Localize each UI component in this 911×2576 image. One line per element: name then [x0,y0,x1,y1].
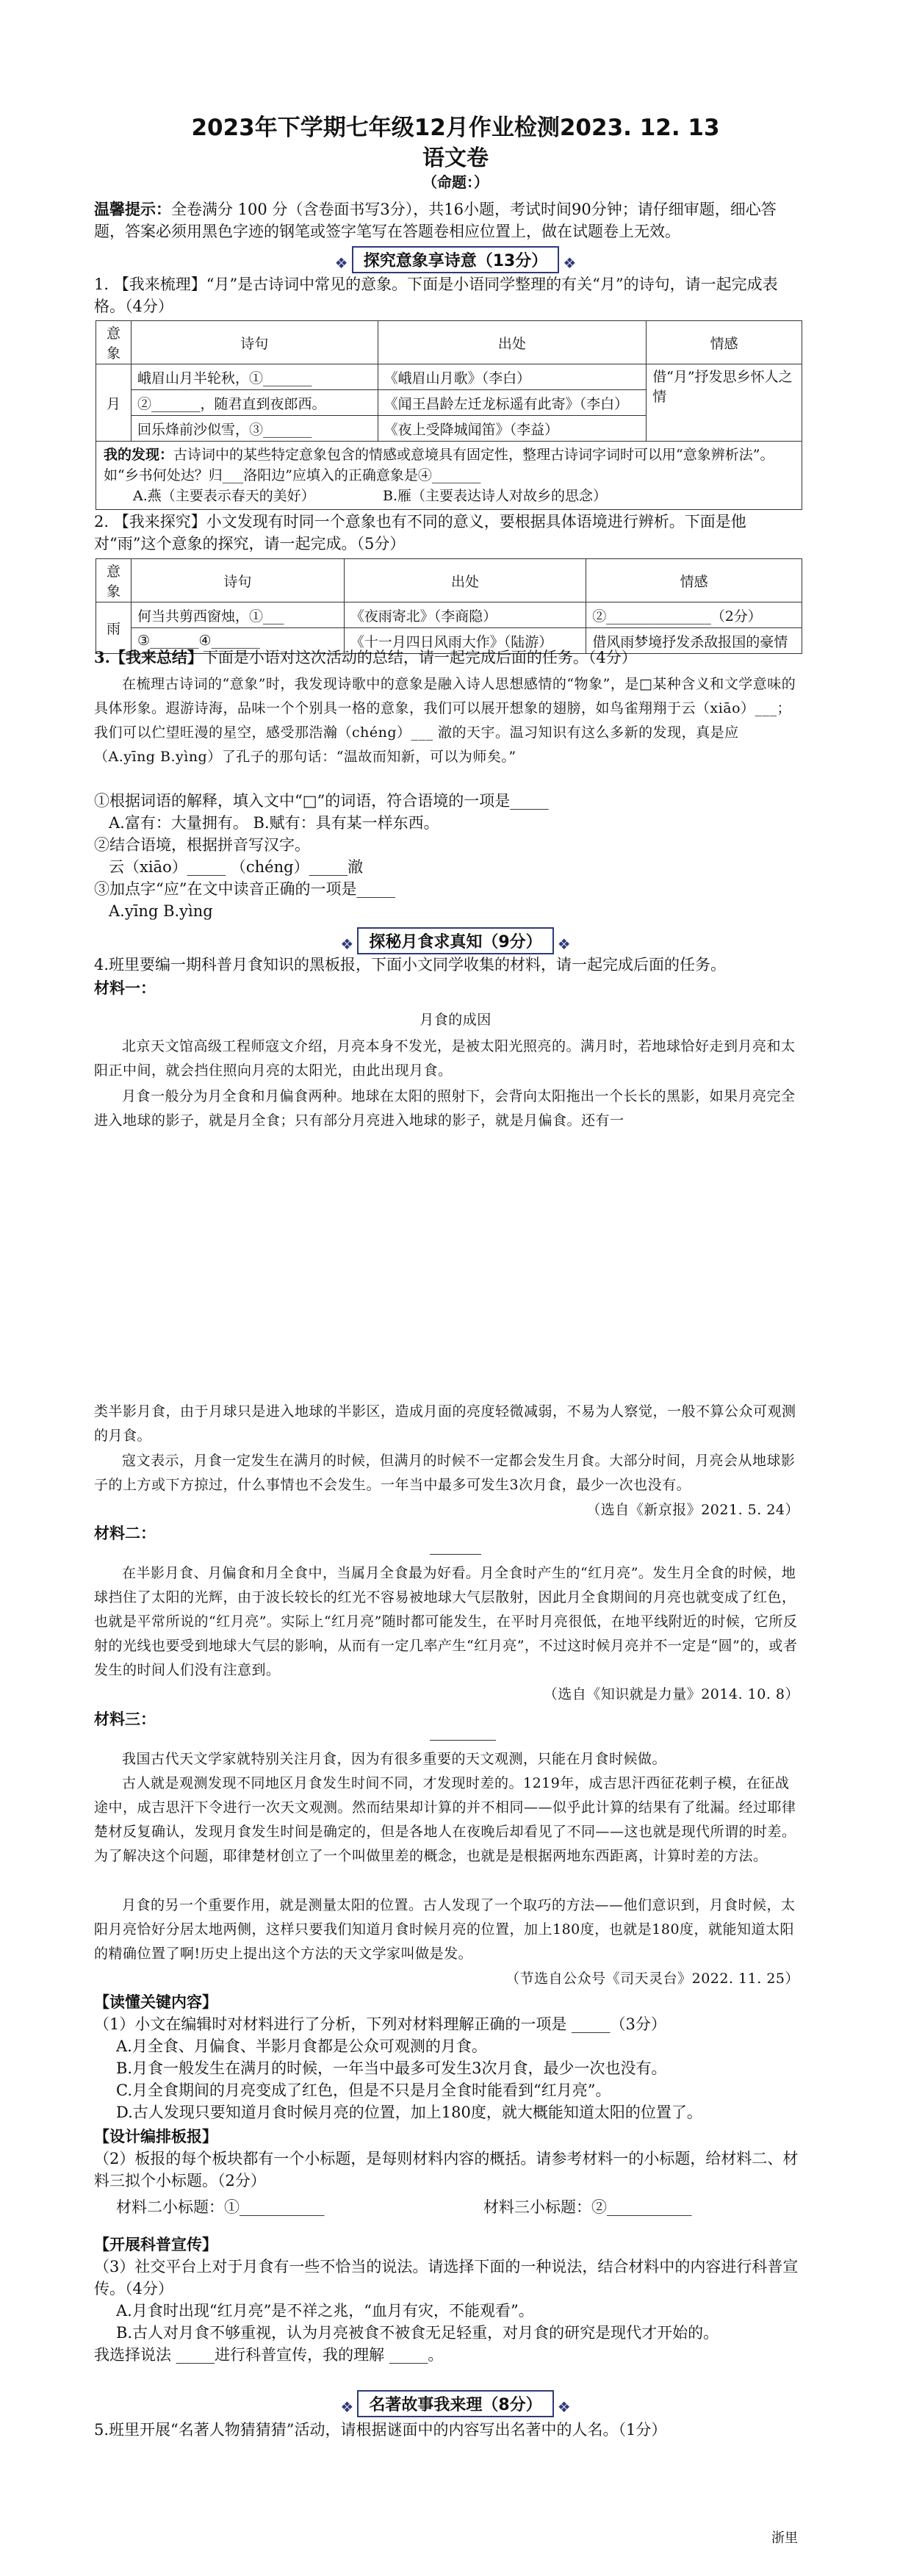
q1-source-cell: 《峨眉山月歌》（李白） [378,364,647,390]
q3-intro [94,647,799,669]
material-3-para-3: 月食的另一个重要作用，就是测量太阳的位置。古人发现了一个取巧的方法——他们意识到，月食时候，太阳月亮恰好分居太地两侧，这样只要我们知道月食时候月亮的位置，加上180度，也就是180度，就能知道太阳的精确位置了啊!历史上提出这个方法的天文学家叫做是发。 [94,1897,796,1962]
finding-option-b[interactable]: B.雁（主要表达诗人对故乡的思念） [383,488,608,504]
q1-header-cell: 诗句 [131,321,378,364]
promo-answer[interactable]: 我选择说法 _____进行科普宣传，我的理解 _____。 [94,2346,444,2364]
section-3-header [0,2390,911,2415]
q2-header-cell: 出处 [344,559,586,602]
ornament-left-icon: ❖ [334,253,348,272]
section-1-header [0,246,911,271]
exam-proposer: （命题：） [422,173,489,191]
ornament-left-icon: ❖ [340,935,354,953]
finding-label: 我的发现： [104,447,174,463]
promo-question: （3）社交平台上对于月食有一些不恰当的说法。请选择下面的一种说法，结合材料中的内容进行科普宣传。（4分） [94,2258,799,2298]
notice [94,198,799,242]
q2-poem-cell[interactable]: ③_______④_______ [131,628,344,654]
table-row [96,602,802,628]
q3-task-3[interactable]: ③加点字“应”在文中读音正确的一项是_____ [94,880,395,898]
q2-emotion-cell: 借风雨梦境抒发杀敌报国的豪情 [586,628,802,654]
table-row [96,364,802,390]
q2-header-cell: 意象 [96,559,132,602]
q5-text: 5.班里开展“名著人物猜猜猜”活动，请根据谜面中的内容写出名著中的人名。（1分） [94,2421,667,2439]
q2-poem-cell[interactable]: 何当共剪西窗烛，①___ [131,602,344,628]
q3-task-2: ②结合语境，根据拼音写汉字。 [94,836,310,854]
q1-poem-cell[interactable]: 峨眉山月半轮秋，①_______ [131,364,378,390]
reading-option-c[interactable]: C.月全食期间的月亮变成了红色，但是不只是月全食时能看到“红月亮”。 [116,2082,611,2099]
section-1-title: 探究意象享诗意（13分） [352,246,560,273]
q1-header-cell: 意象 [96,321,132,364]
material-2-title-blank [430,1554,481,1555]
promo-option-a[interactable]: A.月食时出现“红月亮”是不祥之兆，“血月有灾，不能观看”。 [116,2302,534,2320]
reading-option-a[interactable]: A.月全食、月偏食、半影月食都是公众可观测的月食。 [116,2037,487,2055]
design-question: （2）板报的每个板块都有一个小标题，是每则材料内容的概括。请参考材料一的小标题，给材料二、材料三拟个小标题。（2分） [94,2150,799,2190]
q2-imagery-cell: 雨 [96,602,132,654]
material-2-label: 材料二： [94,1524,156,1542]
q3-task-1[interactable]: ①根据词语的解释，填入文中“□”的词语，符合语境的一项是_____ [94,792,549,810]
q1-imagery-cell: 月 [96,364,132,442]
reading-option-b[interactable]: B.月食一般发生在满月的时候，一年当中最多可发生3次月食，最少一次也没有。 [116,2059,667,2077]
footer-mark: 浙里 [771,2530,798,2546]
q1-table [96,320,802,510]
section-2-header [0,927,911,952]
material-3-subtitle-input[interactable]: 材料三小标题：②___________ [483,2198,692,2216]
q2-table-header [96,559,802,602]
q3-label: 3.【我来总结】 [94,648,203,666]
material-1-para-1: 北京天文馆高级工程师寇文介绍，月亮本身不发光，是被太阳光照亮的。满月时，若地球恰好走到月亮和太阳正中间，就会挡住照向月亮的太阳光，由此出现月食。 [94,1038,796,1079]
material-3-para-2: 古人就是观测发现不同地区月食发生时间不同，才发现时差的。1219年，成吉思汗西征花剌子模，在征战途中，成吉思汗下令进行一次天文观测。然而结果却计算的并不相同——似乎此计算的结果有了纰漏。经过耶律楚材反复确认，发现月食发生时间是确定的，但是各地人在夜晚后却看见了不同——这也就是现代所谓的时差。为了解决这个问题，耶律楚材创立了一个叫做里差的概念，也就是是根据两地东西距离，计算时差的方法。 [94,1775,796,1864]
table-row [96,442,802,510]
q3-task-2-blanks[interactable]: 云（xiāo）_____ （chéng）_____澈 [109,858,364,876]
material-2-para: 在半影月食、月偏食和月全食中，当属月全食最为好看。月全食时产生的“红月亮”。发生月全食的时候，地球挡住了太阳的光辉，由于波长较长的红光不容易被地球大气层散射，因此月全食期间的月亮也就变成了红色，也就是平常所说的“红月亮”。实际上“红月亮”随时都可能发生，在平时月亮很低，在地平线附近的时候，它所反射的光线也要受到地球大气层的影响，从而有一定几率产生“红月亮”，不过这时候月亮并不一定是“圆”的，或者发生的时间人们没有注意到。 [94,1565,798,1678]
material-2-subtitle-input[interactable]: 材料二小标题：①___________ [116,2198,325,2216]
design-label: 【设计编排板报】 [94,2127,217,2145]
q2-table [96,558,802,654]
material-3-source: （节选自公众号《司天灵台》2022. 11. 25） [505,1971,799,1987]
q1-source-cell: 《闻王昌龄左迁龙标遥有此寄》（李白） [378,390,647,416]
notice-label: 温馨提示： [94,200,171,218]
section-3-title: 名著故事我来理（8分） [357,2390,553,2417]
material-1-para-2: 月食一般分为月全食和月偏食两种。地球在太阳的照射下，会背向太阳拖出一个长长的黑影，如果月亮完全进入地球的影子，就是月全食；只有部分月亮进入地球的影子，就是月偏食。还有一 [94,1088,796,1129]
design-answers [94,2192,799,2218]
material-3-label: 材料三： [94,1710,156,1728]
q1-poem-cell[interactable]: 回乐烽前沙似雪，③_______ [131,416,378,442]
exam-title: 2023年下学期七年级12月作业检测2023. 12. 13 [191,115,720,141]
section-2-title: 探秘月食求真知（9分） [357,927,553,954]
exam-subject: 语文卷 [422,145,489,171]
q2-intro: 2. 【我来探究】小文发现有时同一个意象也有不同的意义，要根据具体语境进行辨析。下面是他对“雨”这个意象的探究，请一起完成。（5分） [94,513,746,553]
reading-block [94,1991,799,2123]
finding-text: 古诗词中的某些特定意象包含的情感或意境具有固定性，整理古诗词字词时可以用“意象辨析法”。如“乡书何处达？归___洛阳边”应填入的正确意象是④_______ [104,447,774,483]
q1-finding-cell[interactable] [96,442,802,510]
q1-source-cell: 《夜上受降城闻笛》（李益） [378,416,647,442]
q2-header-cell: 诗句 [131,559,344,602]
ornament-right-icon: ❖ [563,253,577,272]
finding-option-a[interactable]: A.燕（主要表示春天的美好） [133,488,315,504]
q2-header-cell: 情感 [586,559,802,602]
material-2-source: （选自《知识就是力量》2014. 10. 8） [543,1686,799,1702]
design-block [94,2126,799,2218]
ornament-right-icon: ❖ [557,2397,571,2416]
material-1-heading: 月食的成因 [420,1012,491,1028]
q3-tasks [94,790,799,922]
q3-intro-text: 下面是小语对这次活动的总结，请一起完成后面的任务。（4分） [202,649,637,666]
notice-text: 全卷满分 100 分（含卷面书写3分），共16小题，考试时间90分钟；请仔细审题，细心答题，答案必须用黑色字迹的钢笔或签字笔写在答题卷相应位置上，做在试题卷上无效。 [94,201,777,240]
material-1-para-4: 寇文表示，月食一定发生在满月的时候，但满月的时候不一定都会发生月食。大部分时间，月亮会从地球影子的上方或下方掠过，什么事情也不会发生。一年当中最多可发生3次月食，最少一次也没有。 [94,1453,796,1493]
q1-intro: 1. 【我来梳理】“月”是古诗词中常见的意象。下面是小语同学整理的有关“月”的诗句，请一起完成表格。（4分） [94,276,778,315]
q1-header-cell: 出处 [378,321,647,364]
promo-option-b[interactable]: B.古人对月食不够重视，认为月亮被食不被食无足轻重，对月食的研究是现代才开始的。 [116,2324,719,2342]
q2-emotion-cell[interactable]: ②_______________（2分） [586,602,802,628]
promo-label: 【开展科普宣传】 [94,2235,217,2253]
material-3-para-1: 我国古代天文学家就特别关注月食，因为有很多重要的天文观测，只能在月食时候做。 [122,1751,667,1767]
material-1-blank-area [94,1146,799,1396]
q1-poem-cell[interactable]: ②_______，随君直到夜郎西。 [131,390,378,416]
q1-table-header [96,321,802,364]
q3-task-3-options[interactable]: A.yīng B.yìng [109,902,213,920]
material-1-source: （选自《新京报》2021. 5. 24） [586,1502,799,1518]
material-1-para-3: 类半影月食，由于月球只是进入地球的半影区，造成月面的亮度轻微减弱，不易为人察觉，一般不算公众可观测的月食。 [94,1403,796,1444]
q2-source-cell: 《夜雨寄北》（李商隐） [344,602,586,628]
q3-passage: 在梳理古诗词的“意象”时，我发现诗歌中的意象是融入诗人思想感情的“物象”，是□某种含义和文学意味的具体形象。遐游诗海，品味一个个别具一格的意象，我们可以展开想象的翅膀，如鸟雀翔翔于云（xiāo）___；我们可以伫望旺漫的星空，感受那浩瀚（chéng）___ 澈的天宇。温习知识有这么多新的发现，真是应（A.yīng B.yìng）了孔子的那句话：“温故而知新，可以为师矣。” [94,676,796,765]
q1-emotion-cell: 借“月”抒发思乡怀人之情 [647,364,802,442]
reading-option-d[interactable]: D.古人发现只要知道月食时候月亮的位置，加上180度，就大概能知道太阳的位置了。 [116,2104,702,2121]
reading-label: 【读懂关键内容】 [94,1993,217,2011]
ornament-right-icon: ❖ [557,935,571,953]
ornament-left-icon: ❖ [340,2397,354,2416]
q1-header-cell: 情感 [647,321,802,364]
q2-source-cell: 《十一月四日风雨大作》（陆游） [344,628,586,654]
promo-block [94,2234,799,2366]
material-3-title-blank [430,1740,496,1741]
q4-intro: 4.班里要编一期科普月食知识的黑板报，下面小文同学收集的材料，请一起完成后面的任务。 [94,956,727,974]
q3-task-1-options[interactable]: A.富有：大量拥有。 B.赋有：具有某一样东西。 [109,814,439,832]
material-1-label: 材料一： [94,979,156,997]
reading-question[interactable]: （1）小文在编辑时对材料进行了分析，下列对材料理解正确的一项是 _____（3分） [94,2015,666,2033]
